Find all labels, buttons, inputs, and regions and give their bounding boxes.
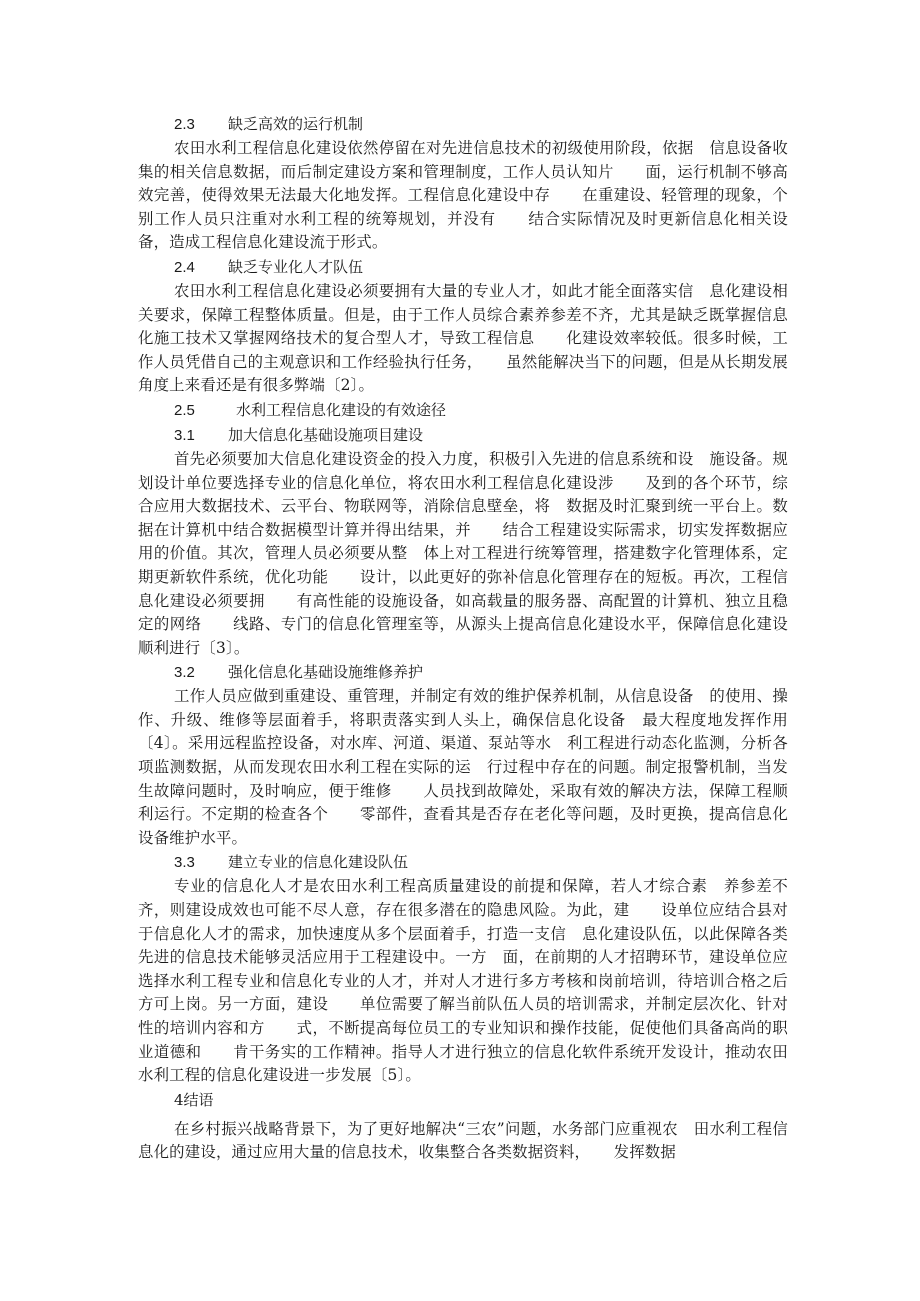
- section-number: 2.5: [174, 401, 195, 419]
- section-title: 加大信息化基础设施项目建设: [228, 425, 424, 444]
- paragraph-3-3: 专业的信息化人才是农田水利工程高质量建设的前提和保障，若人才综合素 养参差不齐，则建设成效也可能不尽人意，存在很多潜在的隐患风险。为此，建 设单位应结合县对于信息化人才的需求，加快速度从多个层面着手，打造一支信 息化建设队伍，以此保障各类先进的信息技术能够灵活应用于工程建设中。一方 面，在前期的人才招聘环节，建设单位应选择水利工程专业和信息化专业的人才，并对人才进行多方考核和岗前培训，待培训合格之后方可上岗。另一方面，建设 单位需要了解当前队伍人员的培训需求，并制定层次化、针对性的培训内容和方 式，不断提高每位员工的专业知识和操作技能，促使他们具备高尚的职业道德和 肯干务实的工作精神。指导人才进行独立的信息化软件系统开发设计，推动农田 水利工程的信息化建设进一步发展〔5〕。: [138, 877, 804, 1085]
- document-body: [138, 112, 804, 1165]
- section-heading-4: 4结语: [174, 1090, 214, 1109]
- section-heading-3-1: [138, 423, 788, 448]
- section-number: 3.2: [174, 664, 195, 682]
- section-heading-3-2: [138, 660, 788, 685]
- section-heading-2-4: [138, 255, 788, 280]
- section-number: 2.3: [174, 116, 195, 133]
- paragraph-3-1: 首先必须要加大信息化建设资金的投入力度，积极引入先进的信息系统和设 施设备。规划设计单位要选择专业的信息化单位，将农田水利工程信息化建设涉 及到的各个环节，综合应用大数据技术、云平台、物联网等，消除信息壁垒，将 数据及时汇聚到统一平台上。数据在计算机中结合数据模型计算并得出结果，并 结合工程建设实际需求，切实发挥数据应用的价值。其次，管理人员必须要从整 体上对工程进行统筹管理，搭建数字化管理体系，定期更新软件系统，优化功能 设计，以此更好的弥补信息化管理存在的短板。再次，工程信息化建设必须要拥 有高性能的设施设备，如高载量的服务器、高配置的计算机、独立且稳定的网络 线路、专门的信息化管理室等，从源头上提高信息化建设水平，保障信息化建设 顺利进行〔3〕。: [138, 449, 804, 657]
- section-heading-3-3: [138, 850, 788, 875]
- paragraph-4: 在乡村振兴战略背景下，为了更好地解决“三农”问题，水务部门应重视农 田水利工程信息化的建设，通过应用大量的信息技术，收集整合各类数据资料， 发挥数据: [138, 1119, 788, 1162]
- section-title: 缺乏专业化人才队伍: [228, 257, 364, 276]
- section-title: 强化信息化基础设施维修养护: [228, 663, 424, 682]
- section-number: 3.1: [174, 426, 195, 444]
- paragraph-2-3: 农田水利工程信息化建设依然停留在对先进信息技术的初级使用阶段，依据 信息设备收集的相关信息数据，而后制定建设方案和管理制度，工作人员认知片 面，运行机制不够高效完善，使得效果无法最大化地发挥。工程信息化建设中存 在重建设、轻管理的现象，个别工作人员只注重对水利工程的统筹规划，并没有 结合实际情况及时更新信息化相关设备，造成工程信息化建设流于形式。: [138, 139, 788, 252]
- section-title: 水利工程信息化建设的有效途径: [236, 400, 447, 419]
- section-heading-2-3: [138, 112, 788, 137]
- section-title: 建立专业的信息化建设队伍: [228, 853, 409, 872]
- section-number: 2.4: [174, 258, 195, 276]
- section-title: 缺乏高效的运行机制: [228, 115, 364, 133]
- paragraph-2-4: 农田水利工程信息化建设必须要拥有大量的专业人才，如此才能全面落实信 息化建设相关要求，保障工程整体质量。但是，由于工作人员综合素养参差不齐，尤其是缺乏既掌握信息化施工技术又掌握网络技术的复合型人才，导致工程信息 化建设效率较低。很多时候，工作人员凭借自己的主观意识和工作经验执行任务， 虽然能解决当下的问题，但是从长期发展角度上来看还是有很多弊端〔2〕。: [138, 281, 788, 395]
- paragraph-3-2: 工作人员应做到重建设、重管理，并制定有效的维护保养机制，从信息设备 的使用、操作、升级、维修等层面着手，将职责落实到人头上，确保信息化设备 最大程度地发挥作用〔4〕。采用远程监控设备，对水库、河道、渠道、泵站等水 利工程进行动态化监测，分析各项监测数据，从而发现农田水利工程在实际的运 行过程中存在的问题。制定报警机制，当发生故障问题时，及时响应，便于维修 人员找到故障处，采取有效的解决方法，保障工程顺利运行。不定期的检查各个 零部件，查看其是否存在老化等问题，及时更换，提高信息化设备维护水平。: [138, 687, 788, 847]
- section-heading-2-5: [138, 398, 788, 423]
- section-number: 3.3: [174, 854, 195, 872]
